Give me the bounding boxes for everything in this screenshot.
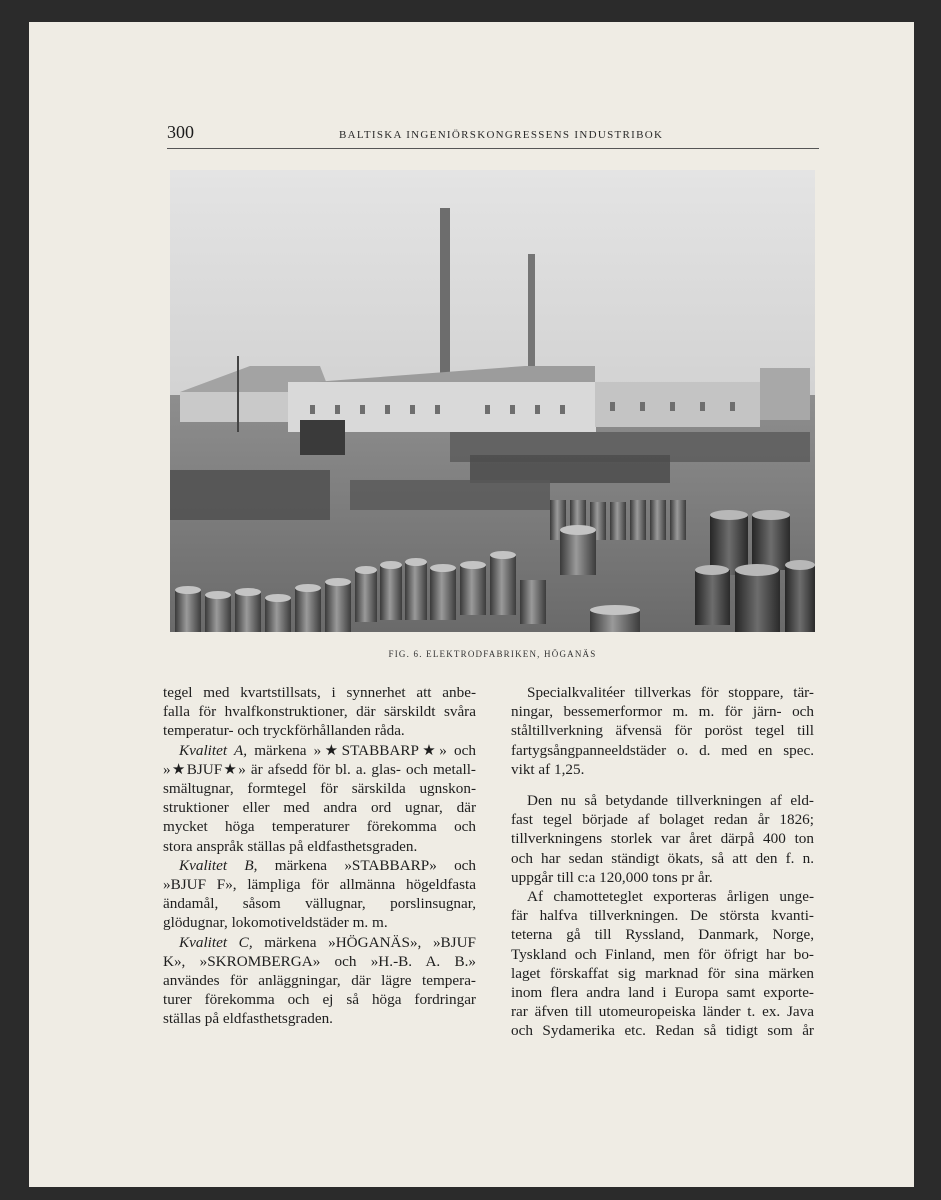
right-column	[511, 683, 814, 1041]
quality-label: Kvalitet C,	[179, 933, 253, 951]
text-line: Specialkvalitéer tillverkas för stoppare, tär-	[527, 684, 814, 701]
left-column	[163, 683, 476, 1029]
text-line: och Sydamerika etc. Redan så tidigt som år	[511, 1022, 814, 1040]
text-line: ståltillverkning äfvensä för poröst tegel till	[511, 722, 814, 740]
running-header	[167, 122, 819, 149]
text-line: mycket höga temperaturer förekomma och	[163, 818, 476, 836]
text-line: uppgår till c:a 120,000 tons pr år.	[511, 868, 713, 886]
text-line: fär halfva tillverkningen. De största kvanti-	[511, 907, 814, 925]
text-line: Af chamotteteglet exporteras årligen unge-	[527, 888, 814, 906]
text-line: tegel med kvartstillsats, i synnerhet att anbe-	[163, 684, 476, 701]
right-building	[595, 382, 760, 427]
page-number: 300	[167, 122, 194, 142]
text-line: Kvalitet C, märkena »HÖGANÄS», »BJUF	[179, 933, 477, 951]
text-line: användes för anläggningar, där lägre tempera-	[163, 972, 476, 990]
text-line: fast tegel började af bolaget redan år 1826;	[511, 811, 814, 829]
text-line: falla för hvalfkonstruktioner, där särskildt svåra	[163, 703, 476, 721]
chimney	[528, 254, 535, 374]
text-line: ställas på eldfasthetsgraden.	[163, 1010, 333, 1028]
chimney	[440, 208, 450, 376]
text-line: och har sedan ständigt ökats, så att den f. n.	[511, 849, 814, 867]
running-title: BALTISKA INGENIÖRSKONGRESSENS INDUSTRIBOK	[339, 129, 664, 141]
text-line: struktioner eller med andra ord ugnar, där	[163, 799, 476, 817]
text-line: ningar, bessemerformor m. m. för järn- och	[511, 703, 814, 721]
text-line: teterna gå till Ryssland, Danmark, Norge,	[511, 926, 814, 944]
text-line: vikt af 1,25.	[511, 760, 585, 778]
truck	[300, 420, 345, 455]
text-line: turer förekomma och ej så höga fordringar	[163, 991, 476, 1009]
text-line: Tyskland och Finland, men för öfrigt har bo-	[511, 945, 814, 963]
text-line: »BJUF F», lämpliga för allmänna högeldfasta	[163, 876, 476, 894]
text-line: Den nu så betydande tillverkningen af eld-	[527, 792, 814, 810]
text-line: Kvalitet A, märkena »★STABBARP★» och	[179, 741, 476, 759]
text-line: smältugnar, formtegel för särskilda ugnskon-	[163, 780, 476, 798]
text-line: laget förskaffat sig marknad för sina märken	[511, 964, 814, 982]
text-line: tillverkningens storlek var året därpå 400 ton	[511, 830, 814, 848]
figure-caption: FIG. 6. ELEKTRODFABRIKEN, HÖGANÄS	[388, 649, 597, 659]
quality-label: Kvalitet B,	[179, 856, 258, 874]
quality-label: Kvalitet A,	[179, 741, 248, 759]
factory-photograph	[170, 170, 815, 632]
text-line: ändamål, såsom vällugnar, porslinsugnar,	[163, 895, 476, 913]
text-line: glödugnar, lokomotiveldstäder m. m.	[163, 914, 388, 932]
text-line: rar äfven till utomeuropeiska länder t. ex. Java	[511, 1003, 814, 1021]
text-line: Kvalitet B, märkena »STABBARP» och	[179, 856, 476, 874]
text-line: K», »SKROMBERGA» och »H.-B. A. B.»	[163, 952, 476, 970]
book-page	[29, 22, 914, 1187]
text-line: fartygsångpanneeldstäder o. d. med en spec.	[511, 741, 814, 759]
text-line: temperatur- och tryckförhållanden råda.	[163, 722, 405, 740]
text-line: inom flera andra land i Europa samt exporte-	[511, 984, 814, 1002]
text-line: »★BJUF★» är afsedd för bl. a. glas- och metall-	[163, 760, 476, 778]
text-line: stora anspråk ställas på eldfasthetsgraden.	[163, 837, 418, 855]
